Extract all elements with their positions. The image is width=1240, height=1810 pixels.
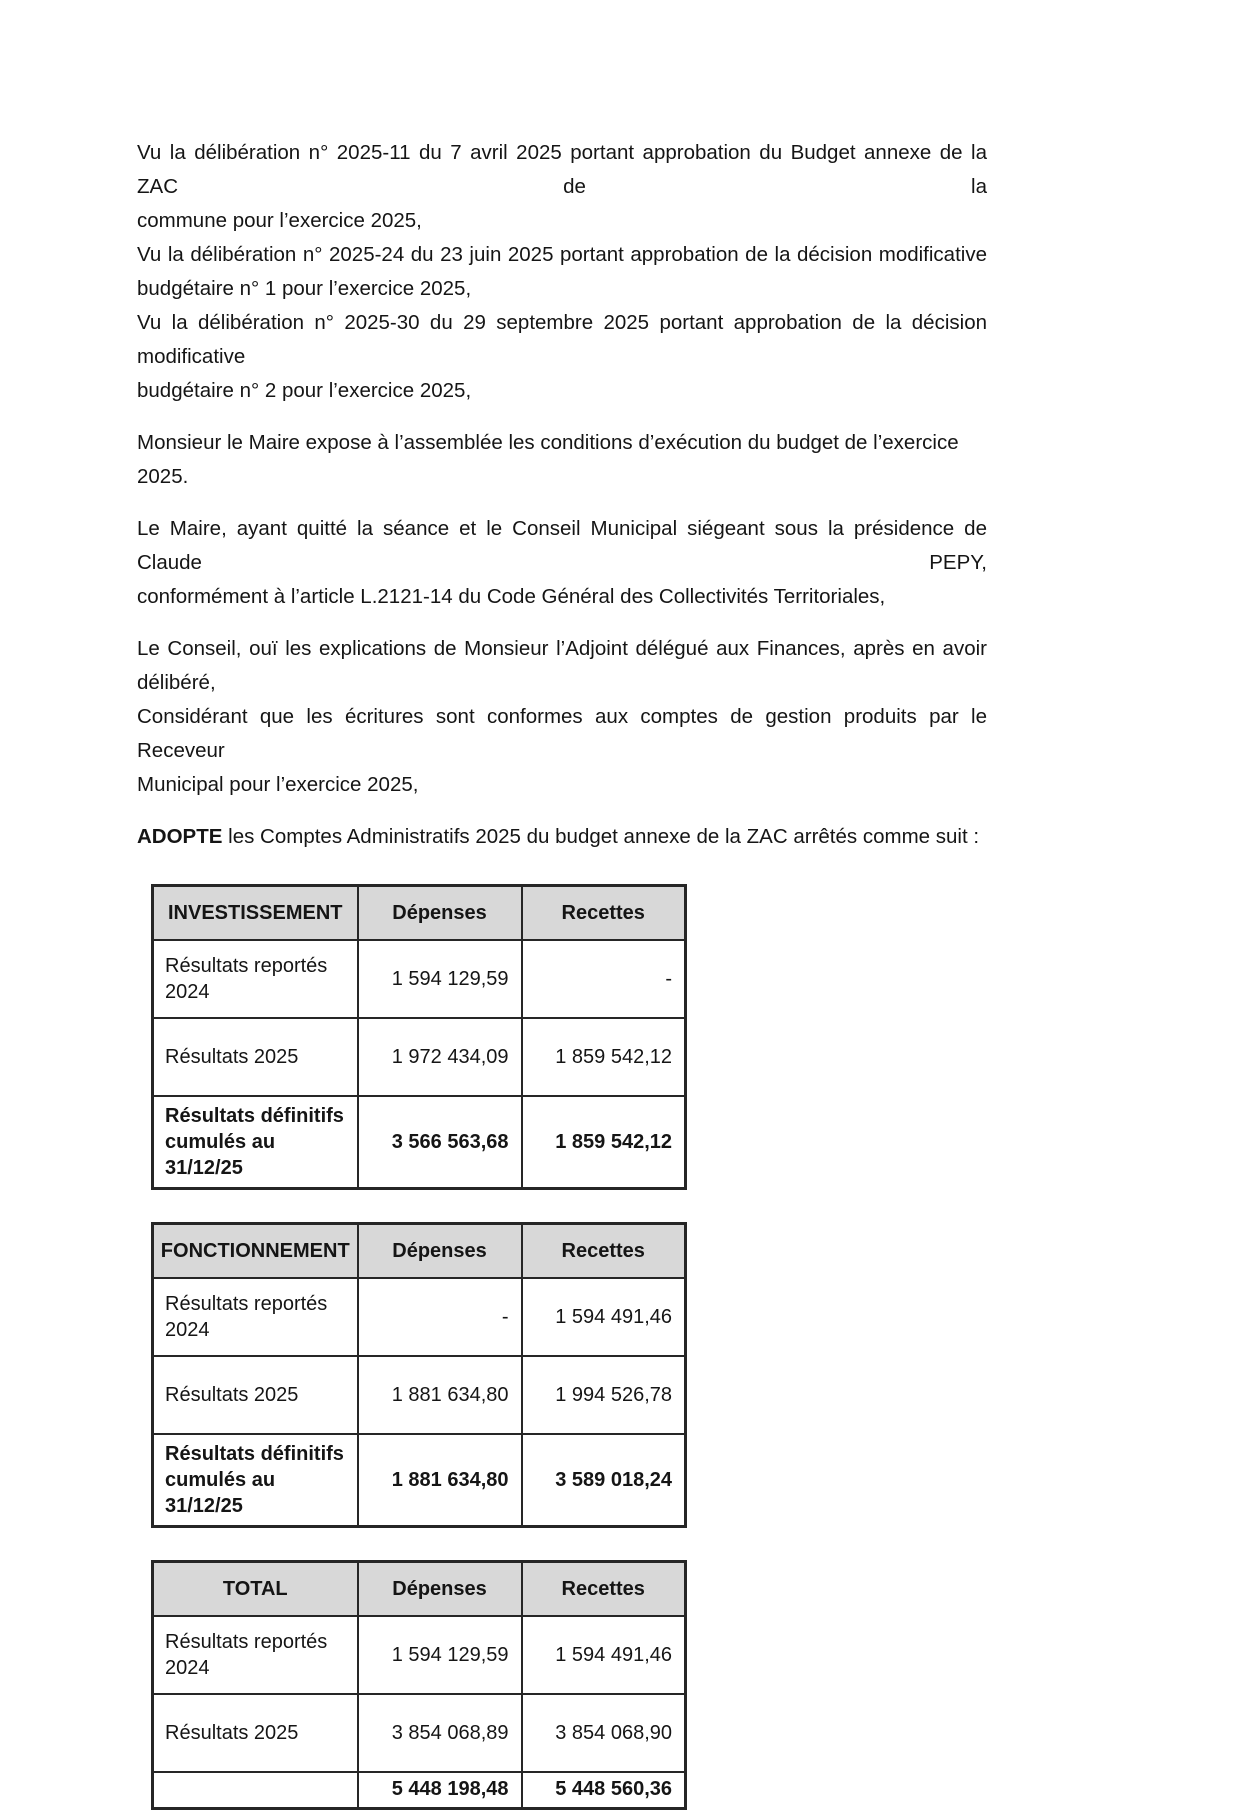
row-label: Résultats reportés 2024 [153,940,358,1018]
total-table [151,1560,687,1810]
recettes-value: 3 854 068,90 [522,1694,686,1772]
paragraph-line: Vu la délibération n° 2025-11 du 7 avril 2025 portant approbation du Budget annexe de la ZAC de la [137,141,987,198]
row-label: Résultats 2025 [153,1694,358,1772]
table-header-row [153,1562,686,1617]
column-header-recettes: Recettes [522,1562,686,1617]
paragraph-line: Municipal pour l’exercice 2025, [137,773,419,796]
table-row [153,1356,686,1434]
depenses-value: 5 448 198,48 [358,1772,522,1808]
table-row [153,1018,686,1096]
paragraph-line: Vu la délibération n° 2025-30 du 29 septembre 2025 portant approbation de la décision modificative [137,311,987,368]
depenses-value: 3 566 563,68 [358,1096,522,1189]
adopte-statement [137,820,987,854]
table-row [153,1694,686,1772]
depenses-value: 1 594 129,59 [358,940,522,1018]
recettes-value: 1 594 491,46 [522,1278,686,1356]
table-title: TOTAL [153,1562,358,1617]
paragraph-line: Le Conseil, ouï les explications de Monsieur l’Adjoint délégué aux Finances, après en avoir délibéré, [137,637,987,694]
depenses-value: 1 881 634,80 [358,1434,522,1527]
table-header-row [153,1224,686,1279]
paragraph-line: Monsieur le Maire expose à l’assemblée les conditions d’exécution du budget de l’exercice 2025. [137,431,959,488]
table-row-grand-total [153,1772,686,1808]
recettes-value: - [522,940,686,1018]
row-label: Résultats définitifs cumulés au 31/12/25 [153,1434,358,1527]
row-label: Résultats définitifs cumulés au 31/12/25 [153,1096,358,1189]
depenses-value: - [358,1278,522,1356]
paragraph-line: budgétaire n° 1 pour l’exercice 2025, [137,277,472,300]
paragraph-line: commune pour l’exercice 2025, [137,209,422,232]
recettes-value: 3 589 018,24 [522,1434,686,1527]
depenses-value: 1 594 129,59 [358,1616,522,1694]
recettes-value: 1 859 542,12 [522,1018,686,1096]
adopte-keyword: ADOPTE [137,825,223,848]
investissement-table [151,884,687,1190]
table-header-row [153,886,686,941]
row-label: Résultats reportés 2024 [153,1278,358,1356]
recettes-value: 1 859 542,12 [522,1096,686,1189]
document-body [137,136,987,1810]
recettes-value: 5 448 560,36 [522,1772,686,1808]
table-row [153,1616,686,1694]
row-label: Résultats 2025 [153,1018,358,1096]
table-row [153,1278,686,1356]
depenses-value: 1 881 634,80 [358,1356,522,1434]
table-title: INVESTISSEMENT [153,886,358,941]
paragraph-line: Considérant que les écritures sont conformes aux comptes de gestion produits par le Receveur [137,705,987,762]
depenses-value: 1 972 434,09 [358,1018,522,1096]
paragraph-line: conformément à l’article L.2121-14 du Code Général des Collectivités Territoriales, [137,585,886,608]
row-label: Résultats 2025 [153,1356,358,1434]
adopte-text: les Comptes Administratifs 2025 du budget annexe de la ZAC arrêtés comme suit : [222,825,980,848]
table-row [153,940,686,1018]
table-row-totals [153,1096,686,1189]
column-header-recettes: Recettes [522,1224,686,1279]
column-header-depenses: Dépenses [358,1224,522,1279]
column-header-depenses: Dépenses [358,1562,522,1617]
paragraph-line: budgétaire n° 2 pour l’exercice 2025, [137,379,472,402]
column-header-depenses: Dépenses [358,886,522,941]
row-label [153,1772,358,1808]
column-header-recettes: Recettes [522,886,686,941]
row-label: Résultats reportés 2024 [153,1616,358,1694]
depenses-value: 3 854 068,89 [358,1694,522,1772]
fonctionnement-table [151,1222,687,1528]
paragraph-line: Le Maire, ayant quitté la séance et le Conseil Municipal siégeant sous la présidence de Claude PEPY, [137,517,987,574]
table-title: FONCTIONNEMENT [153,1224,358,1279]
recettes-value: 1 594 491,46 [522,1616,686,1694]
paragraph-line: Vu la délibération n° 2025-24 du 23 juin 2025 portant approbation de la décision modificative [137,243,987,266]
recettes-value: 1 994 526,78 [522,1356,686,1434]
table-row-totals [153,1434,686,1527]
